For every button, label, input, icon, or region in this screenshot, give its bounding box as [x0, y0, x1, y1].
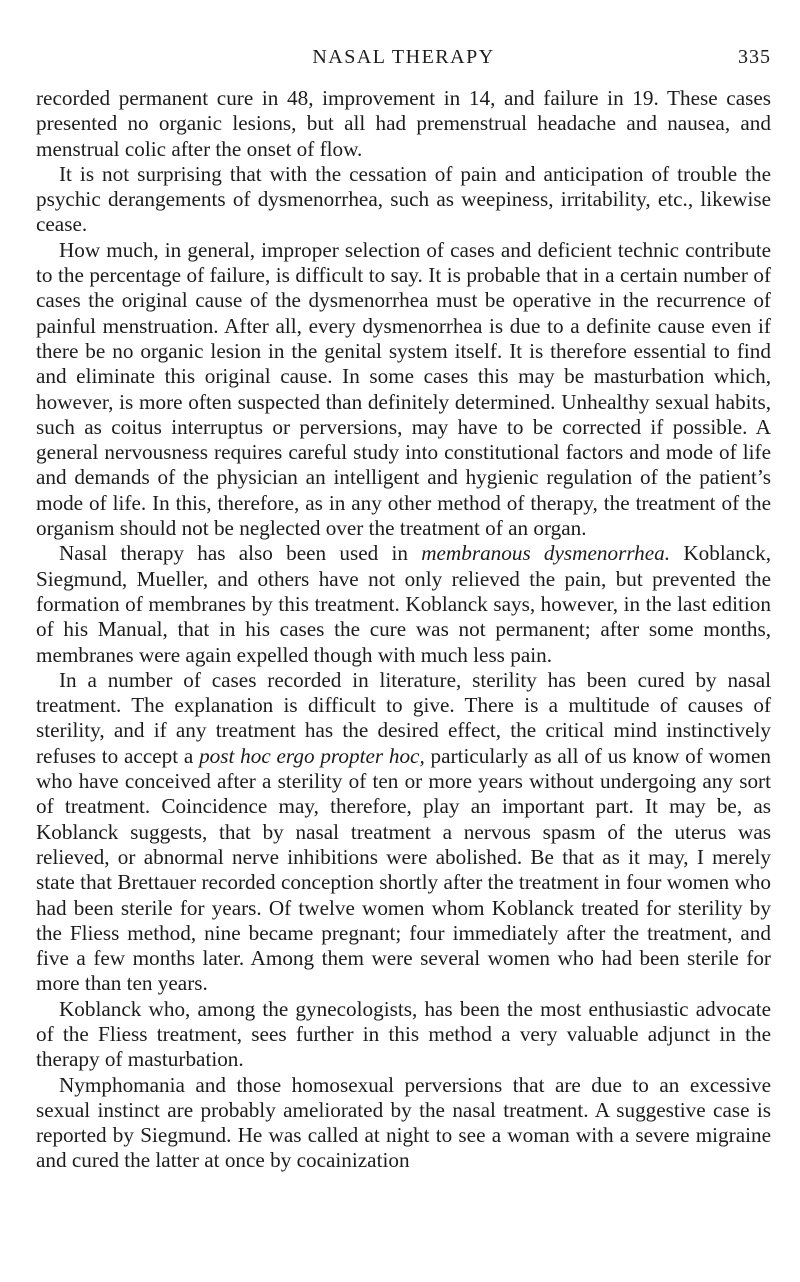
- paragraph-text: Koblanck, Siegmund, Mueller, and others have not only relieved the pain, but prevented the formation of membranes by this treatment. Koblanck says, however, in the last edition of his Manual, that in his cases the cure was not permanent; after some months, membranes were again expelled though with much less pain.: [36, 541, 771, 667]
- paragraph-text: Nymphomania and those homosexual perversions that are due to an excessive sexual instinct are probably ameliorated by the nasal treatment. A suggestive case is reported by Siegmund. He was called at night to see a woman with a severe migraine and cured the latter at once by cocainization: [36, 1072, 771, 1173]
- paragraph-nymphomania: [36, 1073, 771, 1174]
- paragraph-sterility: [36, 668, 771, 997]
- paragraph-text: Koblanck who, among the gynecologists, has been the most enthusiastic advocate of the Fliess treatment, sees further in this method a very valuable adjunct in the therapy of masturbation.: [36, 996, 771, 1072]
- paragraph-text: recorded permanent cure in 48, improvement in 14, and failure in 19. These cases presented no organic lesions, but all had premenstrual headache and nausea, and menstrual colic after the onset of flow.: [36, 86, 771, 161]
- paragraph-text: In a number of cases recorded in literature, sterility has been cured by nasal treatment. The explanation is difficult to give. There is a multitude of causes of sterility, and if any treatment has the desired effect, the critical mind instinctively refuses to accept a: [36, 667, 771, 768]
- page-number: 335: [738, 46, 771, 68]
- italic-phrase-post-hoc: post hoc ergo propter hoc,: [199, 743, 425, 768]
- paragraph-membranous-dysmenorrhea: [36, 541, 771, 667]
- running-header: [36, 44, 771, 74]
- italic-term-membranous-dysmenorrhea: membranous dysmenorrhea.: [421, 541, 671, 566]
- paragraph-text: It is not surprising that with the cessation of pain and anticipation of trouble the psychic derangements of dysmenorrhea, such as weepiness, irritability, etc., likewise cease.: [36, 161, 771, 237]
- paragraph-psychic-derangements: [36, 162, 771, 238]
- running-title: NASAL THERAPY: [312, 46, 495, 68]
- paragraph-koblanck-masturbation: [36, 997, 771, 1073]
- paragraph-causes-of-failure: [36, 238, 771, 542]
- body-text: [36, 86, 771, 1174]
- paragraph-text: Nasal therapy has also been used in: [59, 541, 422, 566]
- paragraph-continued: [36, 86, 771, 162]
- paragraph-text: particularly as all of us know of women who have conceived after a sterility of ten or more years without undergoing any sort of treatment. Coincidence may, therefore, play an important part. It may be, as Koblanck suggests, that by nasal treatment a nervous spasm of the uterus was relieved, or abnormal nerve inhibitions were abolished. Be that as it may, I merely state that Brettauer recorded conception shortly after the treatment in four women who had been sterile for years. Of twelve women whom Koblanck treated for sterility by the Fliess method, nine became pregnant; four immediately after the treatment, and five a few months later. Among them were several women who had been sterile for more than ten years.: [36, 743, 771, 996]
- paragraph-text: How much, in general, improper selection of cases and deficient technic contribute to the percentage of failure, is difficult to say. It is probable that in a certain number of cases the original cause of the dysmenorrhea must be operative in the recurrence of painful menstruation. After all, every dysmenorrhea is due to a definite cause even if there be no organic lesion in the genital system itself. It is therefore essential to find and eliminate this original cause. In some cases this may be masturbation which, however, is more often suspected than definitely determined. Unhealthy sexual habits, such as coitus interruptus or perversions, may have to be corrected if possible. A general nervousness requires careful study into constitutional factors and mode of life and demands of the physician an intelligent and hygienic regulation of the patient’s mode of life. In this, therefore, as in any other method of therapy, the treatment of the organism should not be neglected over the treatment of an organ.: [36, 237, 771, 541]
